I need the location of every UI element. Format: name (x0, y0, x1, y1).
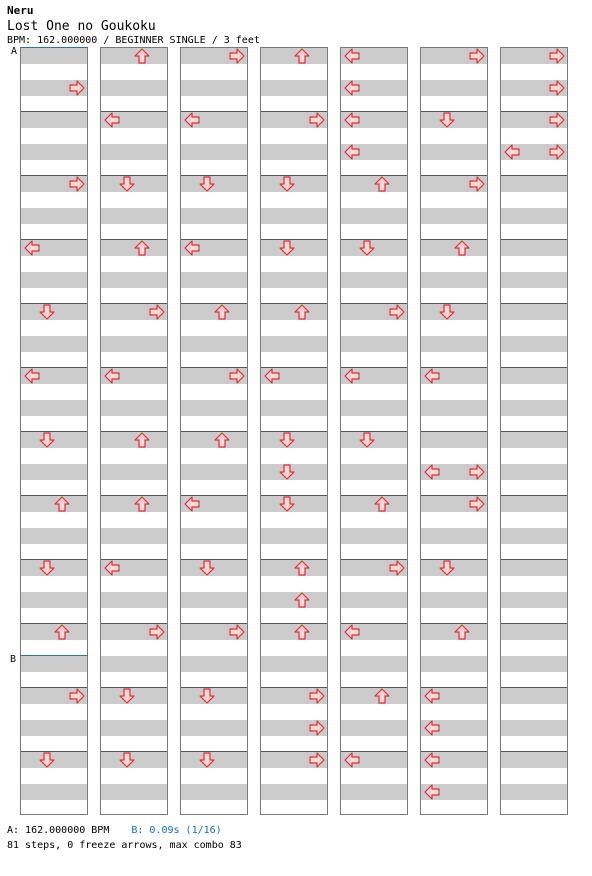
arrow-down-icon (279, 176, 295, 192)
beat-stripe (501, 432, 567, 448)
beat-stripe (421, 336, 487, 352)
beat-stripe (341, 720, 407, 736)
arrow-right-icon (469, 496, 485, 512)
beat-stripe (101, 656, 167, 672)
measure-line (421, 431, 487, 432)
arrow-down-icon (199, 752, 215, 768)
beat-stripe (261, 336, 327, 352)
arrow-up-icon (374, 688, 390, 704)
beat-stripe (181, 272, 247, 288)
chart-column-2 (100, 47, 168, 815)
chart-stats: 81 steps, 0 freeze arrows, max combo 83 (7, 840, 242, 851)
beat-stripe (501, 272, 567, 288)
beat-stripe (341, 400, 407, 416)
beat-stripe (501, 560, 567, 576)
beat-stripe (101, 720, 167, 736)
beat-stripe (181, 720, 247, 736)
beat-stripe (21, 720, 87, 736)
beat-stripe (341, 784, 407, 800)
measure-line (501, 431, 567, 432)
beat-stripe (181, 336, 247, 352)
arrow-down-icon (279, 464, 295, 480)
beat-stripe (421, 208, 487, 224)
beat-stripe (341, 528, 407, 544)
beat-stripe (501, 464, 567, 480)
arrow-down-icon (39, 432, 55, 448)
beat-stripe (21, 144, 87, 160)
arrow-left-icon (424, 464, 440, 480)
arrow-right-icon (309, 752, 325, 768)
beat-stripe (501, 496, 567, 512)
beat-stripe (341, 208, 407, 224)
beat-stripe (101, 400, 167, 416)
arrow-up-icon (54, 624, 70, 640)
arrow-left-icon (344, 144, 360, 160)
beat-stripe (501, 304, 567, 320)
beat-stripe (101, 80, 167, 96)
arrow-left-icon (344, 624, 360, 640)
beat-stripe (21, 272, 87, 288)
arrow-down-icon (199, 560, 215, 576)
beat-stripe (261, 208, 327, 224)
arrow-right-icon (469, 176, 485, 192)
arrow-right-icon (229, 368, 245, 384)
bpm-marker-label: B (10, 654, 17, 665)
bpm-a-label: A: 162.000000 BPM (7, 825, 110, 836)
beat-stripe (341, 336, 407, 352)
arrow-left-icon (424, 720, 440, 736)
arrow-down-icon (279, 496, 295, 512)
beat-stripe (181, 80, 247, 96)
beat-stripe (181, 656, 247, 672)
bpm-marker-line (20, 655, 88, 656)
arrow-down-icon (39, 304, 55, 320)
beat-stripe (501, 688, 567, 704)
beat-stripe (261, 656, 327, 672)
beat-stripe (501, 240, 567, 256)
chart-column-4 (260, 47, 328, 815)
beat-stripe (101, 272, 167, 288)
arrow-right-icon (309, 112, 325, 128)
beat-stripe (21, 528, 87, 544)
measure-line (501, 495, 567, 496)
beat-stripe (421, 144, 487, 160)
beat-stripe (341, 592, 407, 608)
beat-stripe (21, 784, 87, 800)
arrow-right-icon (549, 112, 565, 128)
chart-column-1 (20, 47, 88, 815)
arrow-up-icon (134, 432, 150, 448)
arrow-up-icon (294, 592, 310, 608)
measure-line (501, 623, 567, 624)
measure-line (501, 367, 567, 368)
arrow-left-icon (104, 112, 120, 128)
beat-stripe (261, 400, 327, 416)
arrow-left-icon (424, 368, 440, 384)
chart-column-3 (180, 47, 248, 815)
beat-stripe (421, 432, 487, 448)
beat-stripe (101, 464, 167, 480)
beat-stripe (101, 144, 167, 160)
bpm-marker-label: A (11, 46, 18, 57)
beat-stripe (261, 272, 327, 288)
beat-stripe (181, 784, 247, 800)
beat-stripe (101, 208, 167, 224)
arrow-up-icon (214, 432, 230, 448)
beat-stripe (421, 80, 487, 96)
beat-stripe (501, 208, 567, 224)
beat-stripe (261, 784, 327, 800)
arrow-down-icon (439, 112, 455, 128)
arrow-right-icon (469, 48, 485, 64)
beat-stripe (501, 400, 567, 416)
arrow-up-icon (294, 48, 310, 64)
measure-line (501, 303, 567, 304)
arrow-left-icon (344, 112, 360, 128)
arrow-left-icon (184, 240, 200, 256)
beat-stripe (21, 112, 87, 128)
measure-line (501, 175, 567, 176)
beat-stripe (501, 656, 567, 672)
artist-name: Neru (7, 4, 34, 17)
arrow-up-icon (134, 240, 150, 256)
arrow-up-icon (294, 304, 310, 320)
arrow-down-icon (439, 304, 455, 320)
arrow-right-icon (69, 688, 85, 704)
beat-stripe (421, 656, 487, 672)
arrow-left-icon (24, 240, 40, 256)
beat-stripe (341, 464, 407, 480)
beat-stripe (181, 400, 247, 416)
arrow-up-icon (294, 624, 310, 640)
arrow-right-icon (309, 688, 325, 704)
measure-line (501, 559, 567, 560)
arrow-down-icon (439, 560, 455, 576)
arrow-down-icon (279, 240, 295, 256)
arrow-right-icon (389, 560, 405, 576)
beat-stripe (421, 400, 487, 416)
beat-stripe (101, 528, 167, 544)
bpm-b-label: B: 0.09s (1/16) (131, 825, 222, 836)
arrow-left-icon (344, 752, 360, 768)
arrow-right-icon (69, 176, 85, 192)
arrow-up-icon (214, 304, 230, 320)
arrow-right-icon (229, 48, 245, 64)
arrow-up-icon (374, 176, 390, 192)
arrow-down-icon (199, 688, 215, 704)
beat-stripe (21, 208, 87, 224)
arrow-left-icon (504, 144, 520, 160)
arrow-down-icon (199, 176, 215, 192)
arrow-up-icon (294, 560, 310, 576)
arrow-up-icon (134, 48, 150, 64)
arrow-left-icon (424, 688, 440, 704)
measure-line (501, 239, 567, 240)
arrow-left-icon (424, 752, 440, 768)
beat-stripe (501, 368, 567, 384)
arrow-right-icon (229, 624, 245, 640)
arrow-down-icon (119, 688, 135, 704)
song-title: Lost One no Goukoku (7, 19, 156, 34)
beat-stripe (21, 336, 87, 352)
arrow-up-icon (454, 624, 470, 640)
chart-meta: BPM: 162.000000 / BEGINNER SINGLE / 3 feet (7, 35, 260, 46)
chart-column-5 (340, 47, 408, 815)
arrow-down-icon (39, 560, 55, 576)
arrow-down-icon (119, 176, 135, 192)
beat-stripe (21, 464, 87, 480)
arrow-right-icon (549, 48, 565, 64)
arrow-left-icon (344, 368, 360, 384)
arrow-down-icon (359, 240, 375, 256)
beat-stripe (501, 176, 567, 192)
beat-stripe (101, 592, 167, 608)
beat-stripe (101, 336, 167, 352)
arrow-left-icon (104, 368, 120, 384)
beat-stripe (181, 144, 247, 160)
arrow-down-icon (119, 752, 135, 768)
beat-stripe (341, 272, 407, 288)
beat-stripe (181, 208, 247, 224)
arrow-left-icon (264, 368, 280, 384)
arrow-up-icon (54, 496, 70, 512)
arrow-left-icon (344, 48, 360, 64)
beat-stripe (21, 592, 87, 608)
arrow-right-icon (69, 80, 85, 96)
beat-stripe (181, 528, 247, 544)
arrow-left-icon (344, 80, 360, 96)
beat-stripe (421, 592, 487, 608)
beat-stripe (501, 528, 567, 544)
beat-stripe (261, 528, 327, 544)
beat-stripe (21, 400, 87, 416)
arrow-down-icon (279, 432, 295, 448)
measure-line (501, 687, 567, 688)
chart-column-6 (420, 47, 488, 815)
arrow-left-icon (424, 784, 440, 800)
beat-stripe (501, 336, 567, 352)
arrow-up-icon (374, 496, 390, 512)
beat-stripe (341, 656, 407, 672)
beat-stripe (21, 48, 87, 64)
chart-column-7 (500, 47, 568, 815)
arrow-left-icon (184, 112, 200, 128)
beat-stripe (261, 80, 327, 96)
arrow-left-icon (24, 368, 40, 384)
beat-stripe (501, 624, 567, 640)
arrow-left-icon (184, 496, 200, 512)
bpm-marker-line (20, 47, 88, 48)
beat-stripe (501, 784, 567, 800)
beat-stripe (501, 720, 567, 736)
beat-stripe (181, 592, 247, 608)
beat-stripe (261, 144, 327, 160)
beat-stripe (501, 752, 567, 768)
arrow-right-icon (309, 720, 325, 736)
arrow-left-icon (104, 560, 120, 576)
bpm-legend (7, 825, 222, 836)
beat-stripe (21, 656, 87, 672)
arrow-right-icon (549, 144, 565, 160)
beat-stripe (181, 464, 247, 480)
arrow-right-icon (469, 464, 485, 480)
arrow-up-icon (454, 240, 470, 256)
beat-stripe (101, 784, 167, 800)
arrow-right-icon (389, 304, 405, 320)
arrow-down-icon (359, 432, 375, 448)
measure-line (501, 751, 567, 752)
beat-stripe (501, 592, 567, 608)
arrow-right-icon (149, 304, 165, 320)
beat-stripe (421, 272, 487, 288)
arrow-right-icon (549, 80, 565, 96)
arrow-up-icon (134, 496, 150, 512)
measure-line (21, 111, 87, 112)
beat-stripe (421, 528, 487, 544)
arrow-right-icon (149, 624, 165, 640)
arrow-down-icon (39, 752, 55, 768)
